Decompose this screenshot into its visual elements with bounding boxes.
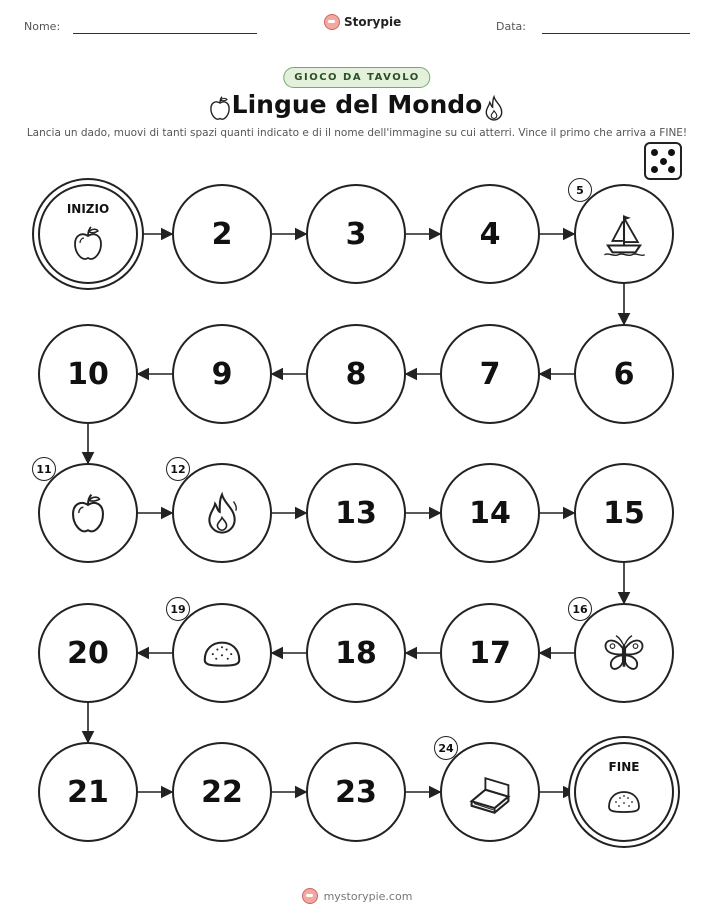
- board-space-5: [574, 184, 674, 284]
- space-number-badge: 16: [568, 597, 592, 621]
- game-type-badge: GIOCO DA TAVOLO: [283, 67, 430, 88]
- board-space-13: [306, 463, 406, 563]
- board-space-10: [38, 324, 138, 424]
- board-space-4: [440, 184, 540, 284]
- finish-space: [574, 742, 674, 842]
- space-number: 22: [201, 774, 243, 810]
- space-number: 14: [469, 495, 511, 531]
- brand-name: Storypie: [344, 15, 402, 29]
- board-space-18: [306, 603, 406, 703]
- board-space-15: [574, 463, 674, 563]
- space-number: 21: [67, 774, 109, 810]
- board-space-23: [306, 742, 406, 842]
- space-number: 18: [335, 635, 377, 671]
- board-space-17: [440, 603, 540, 703]
- board-space-24: [440, 742, 540, 842]
- space-number: 2: [211, 216, 233, 252]
- board-space-6: [574, 324, 674, 424]
- butterfly-icon: [601, 630, 647, 676]
- date-label: Data:: [496, 20, 526, 33]
- board-space-7: [440, 324, 540, 424]
- board-space-12: [172, 463, 272, 563]
- space-number: 4: [479, 216, 501, 252]
- footer-logo-icon: [302, 888, 318, 904]
- footer: [0, 888, 714, 904]
- board-space-2: [172, 184, 272, 284]
- board-space-3: [306, 184, 406, 284]
- sailboat-icon: [601, 211, 647, 257]
- instructions: Lancia un dado, muovi di tanti spazi quanti indicato e di il nome dell'immagine su cui atterri. Vince il primo che arriva a FINE!: [26, 127, 688, 139]
- space-number-badge: 24: [434, 736, 458, 760]
- space-number: 7: [479, 356, 501, 392]
- board-space-9: [172, 324, 272, 424]
- board-space-21: [38, 742, 138, 842]
- footer-url[interactable]: mystorypie.com: [323, 889, 413, 903]
- space-number: 13: [335, 495, 377, 531]
- board-space-20: [38, 603, 138, 703]
- bread-icon: [199, 630, 245, 676]
- fire-icon: [199, 490, 245, 536]
- space-number-badge: 5: [568, 178, 592, 202]
- apple-icon: [65, 490, 111, 536]
- space-number: 10: [67, 356, 109, 392]
- board-space-22: [172, 742, 272, 842]
- space-number: 15: [603, 495, 645, 531]
- space-number: 20: [67, 635, 109, 671]
- space-number-badge: 12: [166, 457, 190, 481]
- start-label: INIZIO: [66, 202, 110, 216]
- space-number: 6: [613, 356, 635, 392]
- apple-icon: [68, 223, 108, 263]
- board-space-14: [440, 463, 540, 563]
- board-space-11: [38, 463, 138, 563]
- board-space-19: [172, 603, 272, 703]
- bread-icon: [604, 781, 644, 821]
- finish-label: FINE: [608, 760, 640, 774]
- name-label: Nome:: [24, 20, 61, 33]
- space-number: 3: [345, 216, 367, 252]
- board-space-8: [306, 324, 406, 424]
- space-number-badge: 11: [32, 457, 56, 481]
- start-space: [38, 184, 138, 284]
- space-number: 9: [211, 356, 233, 392]
- space-number: 23: [335, 774, 377, 810]
- page-title: Lingue del Mondo: [231, 90, 483, 119]
- space-number-badge: 19: [166, 597, 190, 621]
- space-number: 8: [345, 356, 367, 392]
- book-icon: [467, 769, 513, 815]
- space-number: 17: [469, 635, 511, 671]
- board-space-16: [574, 603, 674, 703]
